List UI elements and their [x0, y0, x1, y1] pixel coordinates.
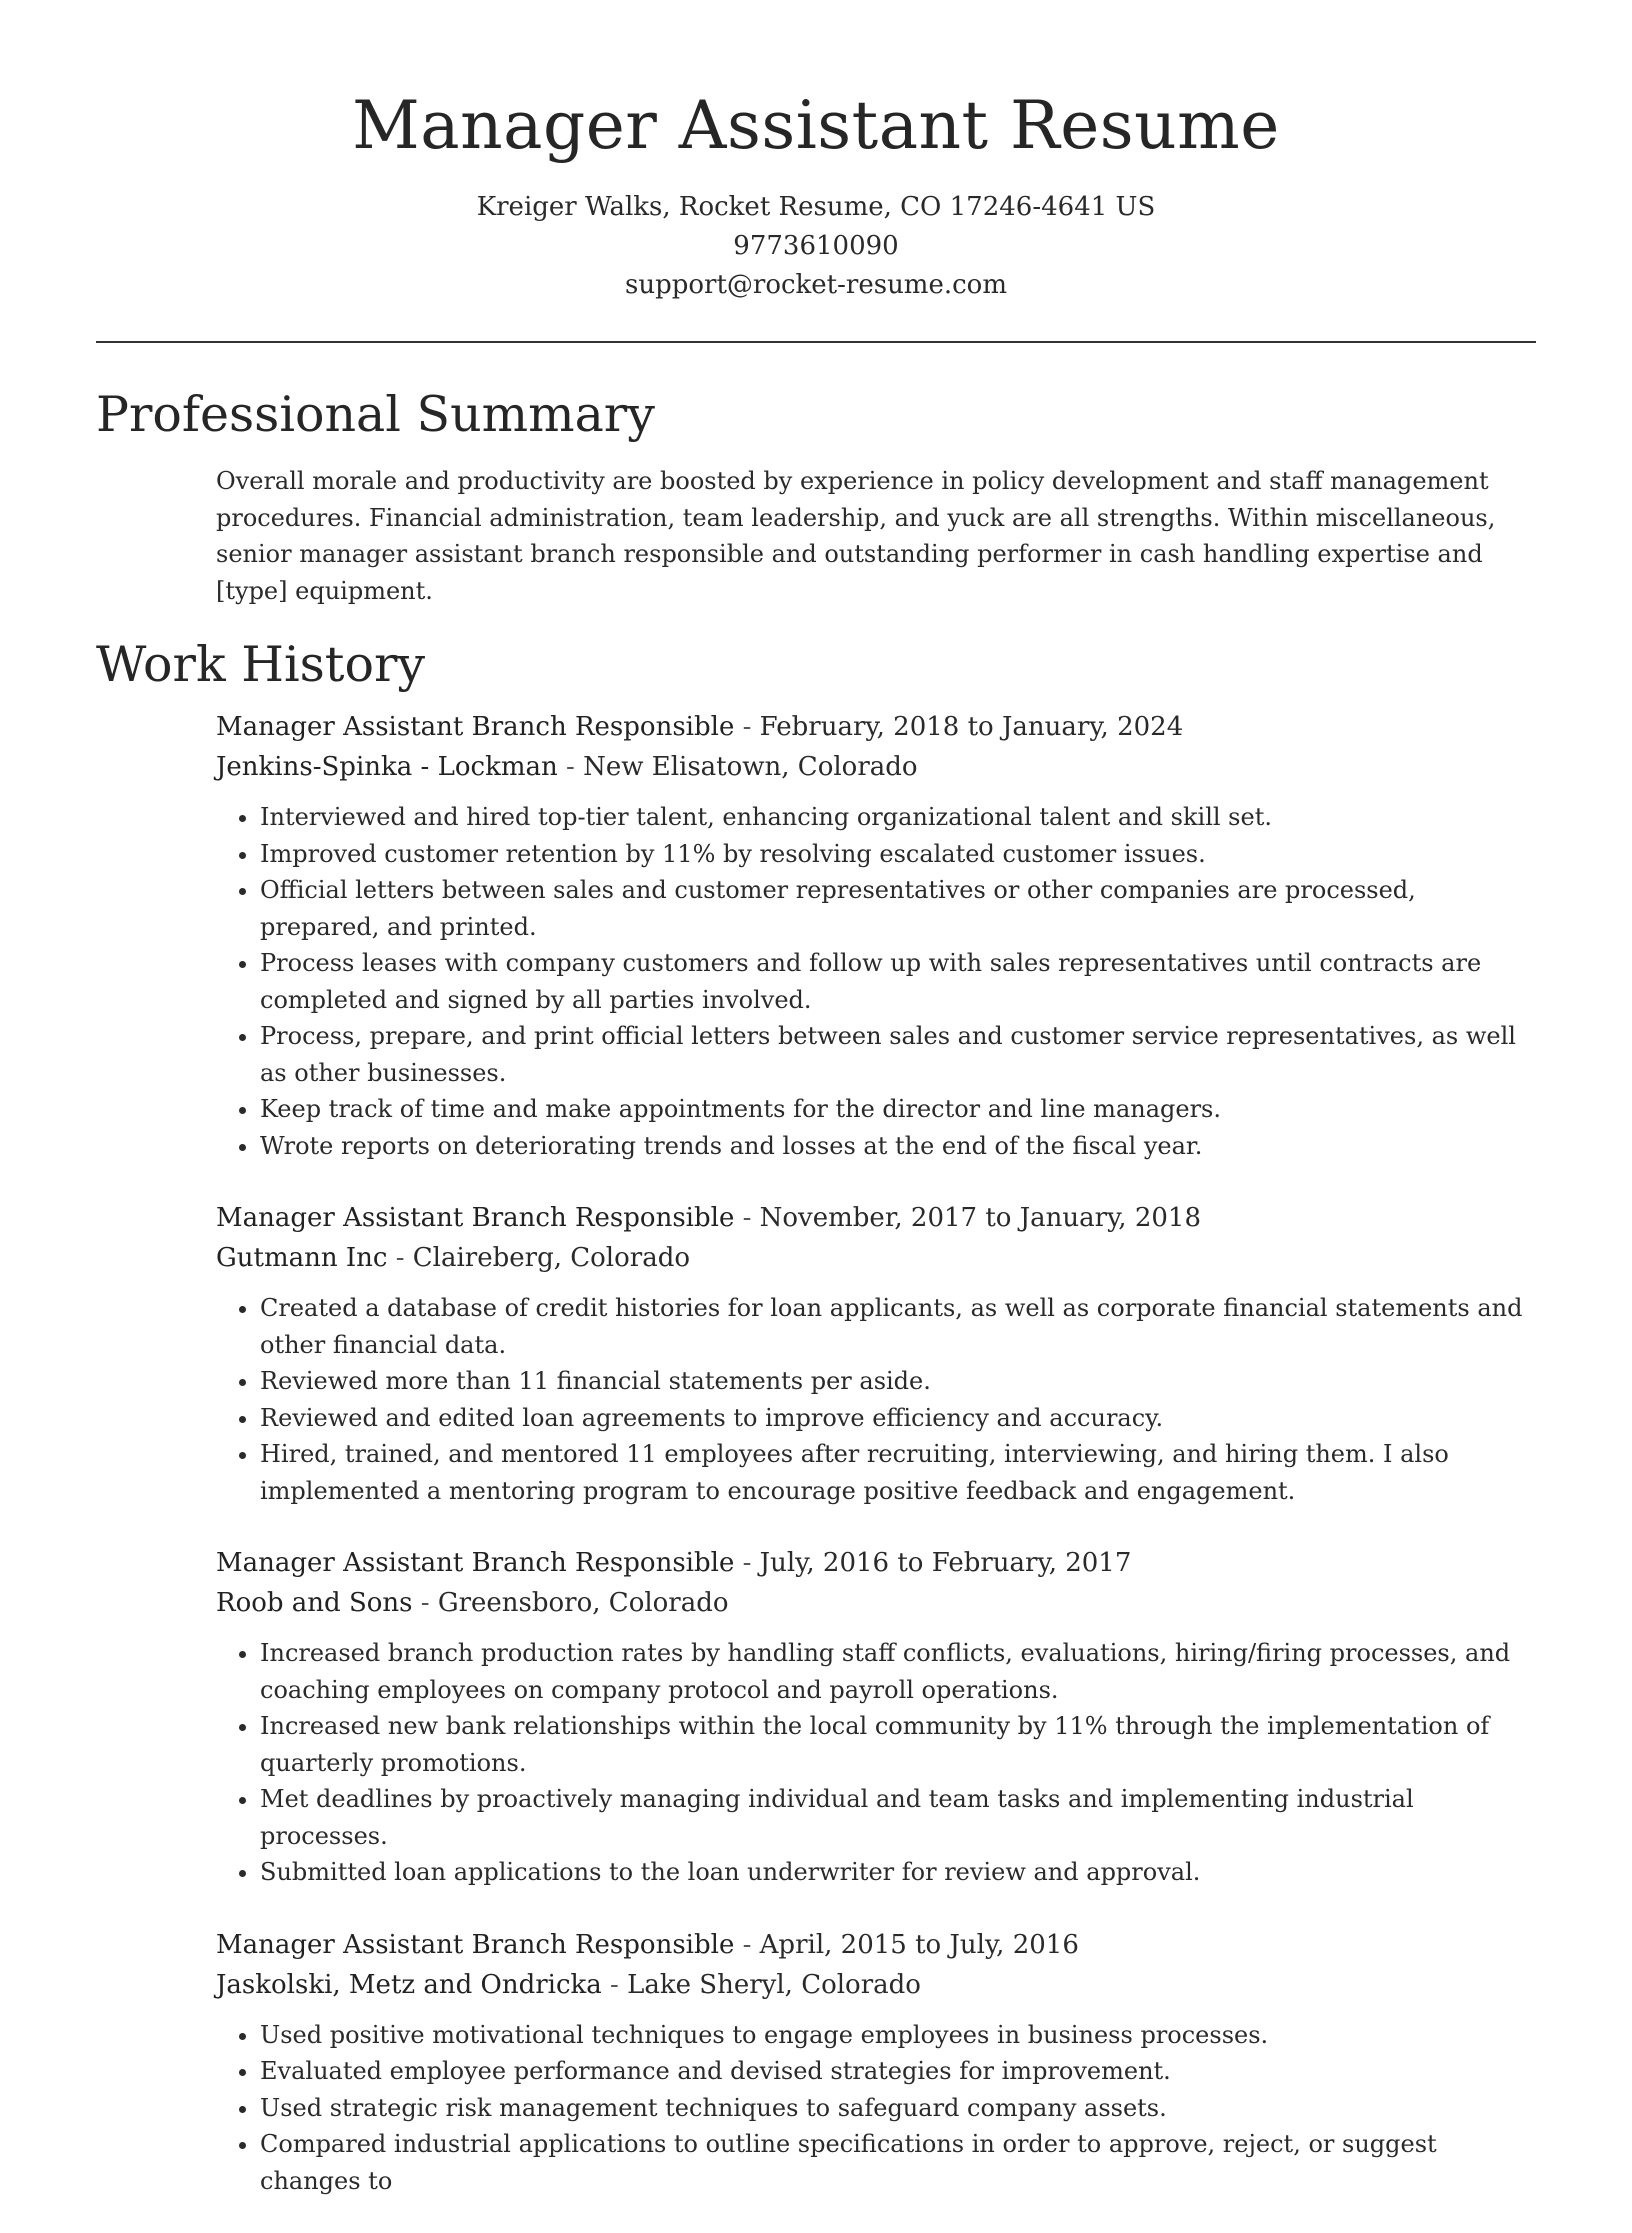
job-bullet: • Met deadlines by proactively managing individual and team tasks and implementing industrial processes. — [260, 1781, 1536, 1854]
job-location: Claireberg, Colorado — [412, 1243, 690, 1273]
work-history-heading: Work History — [96, 636, 426, 693]
contact-phone: 9773610090 — [733, 231, 899, 261]
job-bullet: • Process leases with company customers and follow up with sales representatives until contracts are completed and signed by all parties involved. — [260, 945, 1536, 1018]
header-divider — [96, 341, 1536, 343]
job-bullet: • Compared industrial applications to outline specifications in order to approve, reject, or suggest changes to — [260, 2126, 1536, 2199]
job-title-line: Manager Assistant Branch Responsible - April, 2015 to July, 2016 — [216, 1929, 1079, 1960]
job-entry — [216, 1198, 1536, 1509]
contact-info — [96, 188, 1536, 305]
job-bullet: • Reviewed and edited loan agreements to improve efficiency and accuracy. — [260, 1400, 1536, 1437]
job-location: Lake Sheryl, Colorado — [627, 1969, 921, 2000]
job-bullet: • Wrote reports on deteriorating trends and losses at the end of the fiscal year. — [260, 1128, 1536, 1165]
job-location: New Elisatown, Colorado — [583, 752, 918, 782]
job-dates: July, 2016 to February, 2017 — [759, 1548, 1132, 1578]
resume-title: Manager Assistant Resume — [352, 87, 1280, 164]
job-company-line: Jaskolski, Metz and Ondricka - Lake Sheryl, Colorado — [216, 1969, 921, 2000]
job-company-line: Gutmann Inc - Claireberg, Colorado — [216, 1243, 690, 1273]
job-company: Jaskolski, Metz and Ondricka — [216, 1969, 602, 2000]
job-entry — [216, 1543, 1536, 1891]
contact-address: Kreiger Walks, Rocket Resume, CO 17246-4641 US — [476, 192, 1156, 222]
job-company: Jenkins-Spinka - Lockman — [216, 752, 558, 782]
job-list — [216, 707, 1536, 2199]
job-bullet: • Keep track of time and make appointments for the director and line managers. — [260, 1091, 1536, 1128]
job-bullet: • Increased branch production rates by handling staff conflicts, evaluations, hiring/firing processes, and coaching employees on company protocol and payroll operations. — [260, 1635, 1536, 1708]
job-bullets — [216, 799, 1536, 1164]
job-entry — [216, 707, 1536, 1164]
resume-page — [96, 0, 1536, 2233]
job-company: Gutmann Inc — [216, 1243, 388, 1273]
job-company: Roob and Sons — [216, 1588, 413, 1618]
job-role: Manager Assistant Branch Responsible — [216, 1929, 735, 1960]
job-bullet: • Hired, trained, and mentored 11 employees after recruiting, interviewing, and hiring them. I also implemented a mentoring program to encourage positive feedback and engagement. — [260, 1436, 1536, 1509]
job-bullet: • Official letters between sales and customer representatives or other companies are processed, prepared, and printed. — [260, 872, 1536, 945]
job-role: Manager Assistant Branch Responsible — [216, 1548, 735, 1578]
resume-header — [96, 0, 1536, 305]
job-entry — [216, 1925, 1536, 2200]
job-bullet: • Improved customer retention by 11% by resolving escalated customer issues. — [260, 836, 1536, 873]
job-title-line: Manager Assistant Branch Responsible - November, 2017 to January, 2018 — [216, 1203, 1201, 1233]
job-title-line: Manager Assistant Branch Responsible - July, 2016 to February, 2017 — [216, 1548, 1132, 1578]
job-bullet: • Submitted loan applications to the loan underwriter for review and approval. — [260, 1854, 1536, 1891]
job-bullets — [216, 1290, 1536, 1509]
job-title-line: Manager Assistant Branch Responsible - February, 2018 to January, 2024 — [216, 712, 1184, 742]
job-bullets — [216, 2017, 1536, 2200]
job-bullet: • Interviewed and hired top-tier talent, enhancing organizational talent and skill set. — [260, 799, 1536, 836]
job-role: Manager Assistant Branch Responsible — [216, 712, 735, 742]
job-dates: February, 2018 to January, 2024 — [759, 712, 1184, 742]
job-bullet: • Reviewed more than 11 financial statements per aside. — [260, 1363, 1536, 1400]
job-role: Manager Assistant Branch Responsible — [216, 1203, 735, 1233]
job-company-line: Roob and Sons - Greensboro, Colorado — [216, 1588, 729, 1618]
job-bullet: • Process, prepare, and print official letters between sales and customer service representatives, as well as other businesses. — [260, 1018, 1536, 1091]
job-dates: November, 2017 to January, 2018 — [759, 1203, 1201, 1233]
job-dates: April, 2015 to July, 2016 — [759, 1929, 1079, 1960]
summary-text: Overall morale and productivity are boosted by experience in policy development and staff management procedures. Financial administration, team leadership, and yuck are all strengths. Within miscellaneous, senior manager assistant branch responsible and outstanding performer in cash handling expertise and [type] equipment. — [216, 467, 1496, 605]
job-bullets — [216, 1635, 1536, 1891]
job-bullet: • Created a database of credit histories for loan applicants, as well as corporate financial statements and other financial data. — [260, 1290, 1536, 1363]
job-bullet: • Increased new bank relationships within the local community by 11% through the implementation of quarterly promotions. — [260, 1708, 1536, 1781]
summary-heading: Professional Summary — [96, 386, 655, 443]
job-bullet: • Evaluated employee performance and devised strategies for improvement. — [260, 2053, 1536, 2090]
job-bullet: • Used positive motivational techniques to engage employees in business processes. — [260, 2017, 1536, 2054]
job-company-line: Jenkins-Spinka - Lockman - New Elisatown, Colorado — [216, 752, 918, 782]
job-bullet: • Used strategic risk management techniques to safeguard company assets. — [260, 2090, 1536, 2127]
job-location: Greensboro, Colorado — [437, 1588, 729, 1618]
contact-email: support@rocket-resume.com — [624, 270, 1007, 300]
